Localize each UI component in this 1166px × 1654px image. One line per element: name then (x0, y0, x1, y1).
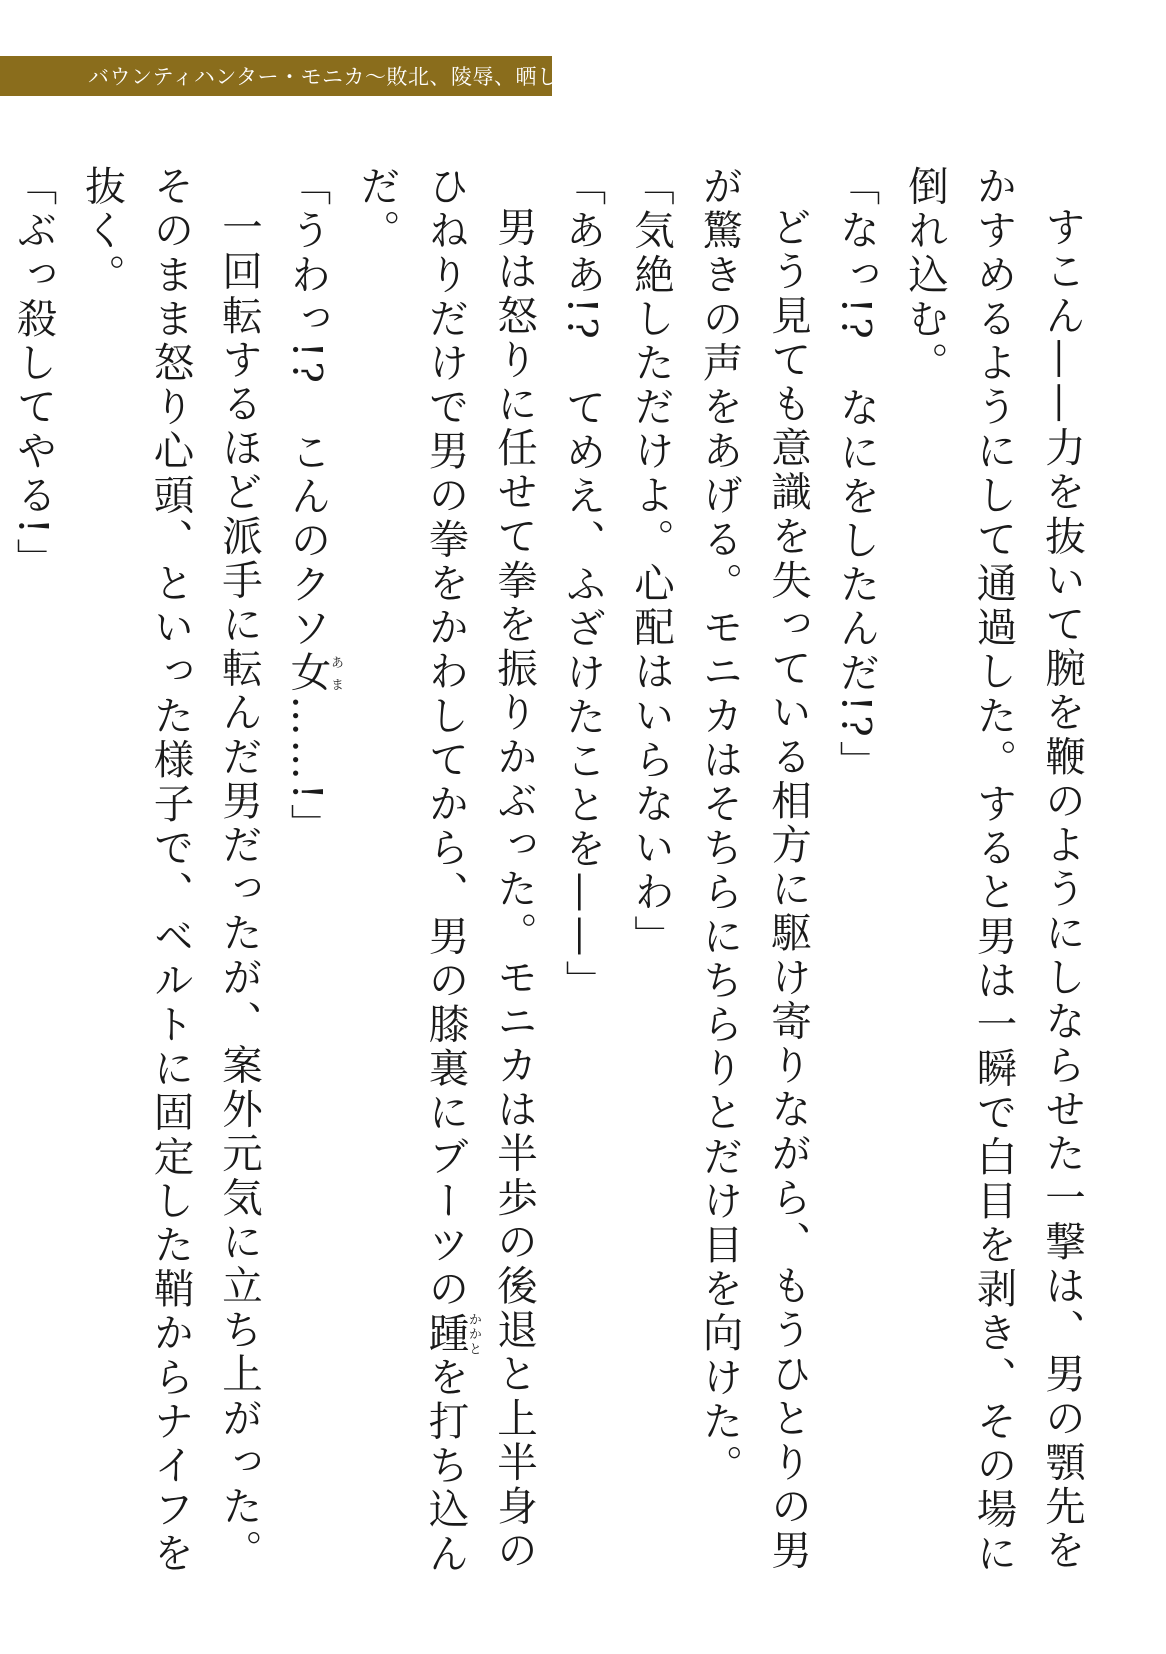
paragraph (548, 165, 617, 1585)
header-band (0, 56, 602, 96)
book-title: バウンティハンター・モニカ〜敗北、陵辱、晒し者〜 (88, 65, 602, 89)
ruby-reading: かかと (466, 1311, 481, 1356)
paragraph (68, 165, 274, 1585)
text-run: ……!」 (283, 695, 332, 848)
ruby-annotation (283, 651, 343, 696)
ruby-annotation (421, 1311, 481, 1356)
text-run: 「ああ!? てめえ、ふざけたことを——」 (558, 165, 607, 1004)
paragraph (0, 165, 68, 1585)
text-run: すこん——力を抜いて腕を鞭のようにしならせた一撃は、男の顎先をかすめるようにして通過した。すると男は一瞬で白目を剥き、その場に倒れ込む。 (901, 165, 1086, 1577)
text-run: 「なっ!? なにをしたんだ!?」 (832, 165, 881, 785)
text-run: どう見ても意識を失っている相方に駆け寄りながら、もうひとりの男が驚きの声をあげる。モニカはそちらにちらりとだけ目を向けた。 (695, 165, 812, 1573)
paragraph (617, 165, 686, 1585)
text-run: 男は怒りに任せて拳を振りかぶった。モニカは半歩の後退と上半身のひねりだけで男の拳をかわしてから、男の膝裏にブーツの (421, 165, 538, 1573)
text-run: 「うわっ!? こんのクソ (283, 165, 332, 652)
paragraph (891, 165, 1097, 1585)
novel-body-text (9, 165, 1096, 1585)
paragraph (685, 165, 822, 1585)
paragraph (343, 165, 549, 1585)
text-run: 一回転するほど派手に転んだ男だったが、案外元気に立ち上がった。そのまま怒り心頭、といった様子で、ベルトに固定した鞘からナイフを抜く。 (78, 165, 263, 1577)
ruby-base: 女 (283, 651, 332, 696)
paragraph (822, 165, 891, 1585)
text-run: 「気絶しただけよ。心配はいらないわ」 (627, 165, 675, 959)
ruby-base: 踵 (421, 1311, 470, 1356)
text-run: を打ち込んだ。 (353, 165, 470, 1577)
paragraph (273, 165, 343, 1585)
text-run: 「ぶっ殺してやる!」 (9, 165, 58, 582)
ruby-reading: あま (328, 651, 343, 696)
